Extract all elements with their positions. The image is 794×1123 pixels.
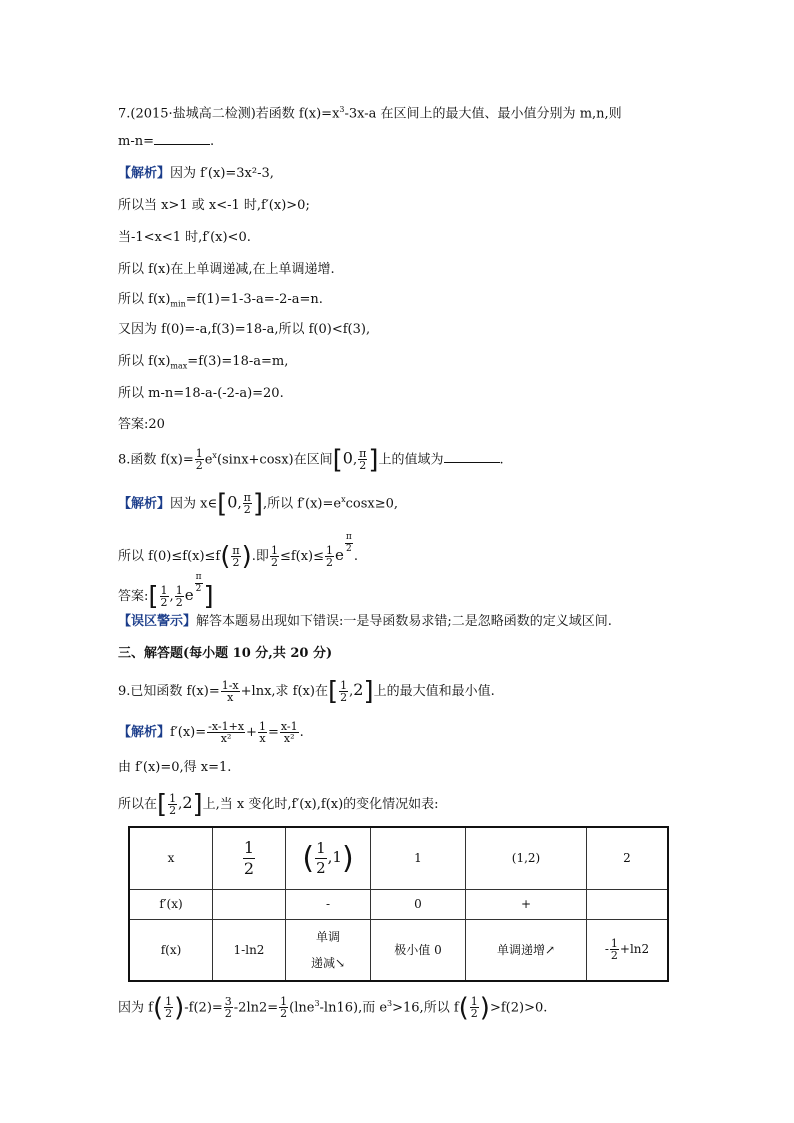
table-cell: (1,2): [466, 827, 587, 889]
table-cell: - $\frac{1}{2}$ +ln2: [587, 919, 669, 981]
fraction: $\frac{x-1}{\text{x²}}$: [280, 720, 298, 745]
table-cell: ( $\frac{1}{2}$ ,1): [286, 827, 371, 889]
q7-stem: 7.(2015·盐城高二检测)若函数 $f(x)=x^3-3x-a$ 在区间上的最大值、最小值分别为 m,n,则: [118, 105, 622, 122]
fraction: $\frac{1-x}{x}$: [221, 679, 239, 704]
table-cell: [213, 889, 286, 919]
q9-solution-line: 所以在[ $\frac{1}{2}$ ,2]上,当 x 变化时,f′(x),f(x)的变化情况如表:: [118, 789, 439, 820]
answer-blank: [444, 450, 500, 463]
q7-solution-line: 又因为 f(0)=-a,f(3)=18-a,所以 f(0)<f(3),: [118, 322, 371, 337]
table-cell: [587, 889, 669, 919]
fraction: $\frac{\pi}{2}$: [232, 543, 240, 569]
section-heading: 三、解答题(每小题 10 分,共 20 分): [118, 646, 333, 661]
fraction: $\frac{1}{2}$: [160, 583, 168, 609]
q9-solution-line: 由 f′(x)=0,得 x=1.: [118, 760, 232, 775]
table-row: [129, 889, 668, 919]
table-cell: -: [286, 889, 371, 919]
q8-warning: 【误区警示】解答本题易出现如下错误:一是导函数易求错;二是忽略函数的定义域区间.: [118, 614, 612, 629]
table-row: [129, 827, 668, 889]
q7-solution-line: 所以 m-n=18-a-(-2-a)=20.: [118, 386, 284, 401]
q8-solution-line: 所以 f(0)≤f(x)≤f( $\frac{\pi}{2}$ ).即 $\frac{1}{2}$ ≤f(x)≤ $\frac{1}{2}$ e $^{\frac{\pi}{2}}$ .: [118, 532, 358, 572]
fraction: $\frac{1}{2}$: [175, 583, 183, 609]
fraction: $\frac{\pi}{2}$: [243, 491, 251, 517]
q7-solution-line: 当-1<x<1 时,f′(x)<0.: [118, 230, 251, 245]
fraction: $\frac{\pi}{2}$: [359, 447, 367, 473]
fraction: $\frac{1}{2}$: [195, 447, 203, 473]
fraction: $\frac{1}{2}$: [169, 792, 177, 817]
table-cell: 1: [371, 827, 466, 889]
q7-solution-line: 所以 f(x)在上单调递减,在上单调递增.: [118, 262, 335, 277]
q7-solution-line: 所以 $f(x)_{min}=f(1)=1-3-a=-2-a=n$.: [118, 292, 323, 309]
table-cell: 极小值 0: [371, 919, 466, 981]
table-cell: 单调 递减↘: [286, 919, 371, 981]
table-cell: +: [466, 889, 587, 919]
fraction: $\frac{1}{x}$: [258, 720, 266, 745]
q9-solution-line: 因为 f( $\frac{1}{2}$ )-f(2)= $\frac{3}{2}$ -2ln2= $\frac{1}{2}$ (lne$^3$-ln16),而 $e^3>16$,所以 f( $\frac{1}{2}$ )>f(2)>0.: [118, 992, 548, 1023]
q7-solution-line: 【解析】因为 f′(x)=3x²-3,: [118, 166, 274, 181]
fraction: $\frac{1}{2}$: [270, 543, 278, 569]
fraction: $\frac{1}{2}$: [326, 543, 334, 569]
fraction: $\frac{1}{2}$: [470, 995, 478, 1021]
fraction: $\frac{3}{2}$: [224, 995, 232, 1021]
table-cell: 2: [587, 827, 669, 889]
fraction: $\frac{-x-1+x}{\text{x²}}$: [208, 720, 245, 745]
q7-solution-line: 所以 $f(x)_{max}=f(3)=18-a=m$,: [118, 354, 289, 371]
q8-stem: 8.函数 f(x)= $\frac{1}{2}$ $e^x(\sin x+\cos x)$在区间[0, $\frac{\pi}{2}$ ]上的值域为 .: [118, 444, 504, 475]
variation-table: [128, 826, 669, 982]
table-cell: $\frac{1}{2}$: [213, 827, 286, 889]
q9-stem: 9.已知函数 f(x)= $\frac{1-x}{x}$ +lnx,求 f(x)在[ $\frac{1}{2}$ ,2]上的最大值和最小值.: [118, 676, 495, 707]
answer-blank: [154, 132, 210, 145]
q7-stem-cont: m-n= .: [118, 134, 215, 149]
q7-answer: 答案:20: [118, 417, 165, 432]
fraction: $\frac{1}{2}$: [340, 679, 348, 704]
q9-solution-line: 【解析】f′(x)= $\frac{-x-1+x}{\text{x²}}$ + $\frac{1}{x}$ = $\frac{x-1}{\text{x²}}$ .: [118, 720, 304, 745]
table-cell: 0: [371, 889, 466, 919]
table-cell: 1-ln2: [213, 919, 286, 981]
q8-solution-line: 【解析】因为 x∈[0, $\frac{\pi}{2}$ ],所以 $f'(x)=e^x\cos x\ge 0$,: [118, 488, 398, 519]
fraction: $\frac{1}{2}$: [280, 995, 288, 1021]
table-cell: 单调递增↗: [466, 919, 587, 981]
table-cell: x: [129, 827, 213, 889]
table-cell: f(x): [129, 919, 213, 981]
fraction: $\frac{1}{2}$: [165, 995, 173, 1021]
table-row: [129, 919, 668, 981]
q8-answer: 答案:[ $\frac{1}{2}$ , $\frac{1}{2}$ e $^{\frac{\pi}{2}}$ ]: [118, 572, 214, 612]
table-cell: f′(x): [129, 889, 213, 919]
q7-solution-line: 所以当 x>1 或 x<-1 时,f′(x)>0;: [118, 198, 310, 213]
